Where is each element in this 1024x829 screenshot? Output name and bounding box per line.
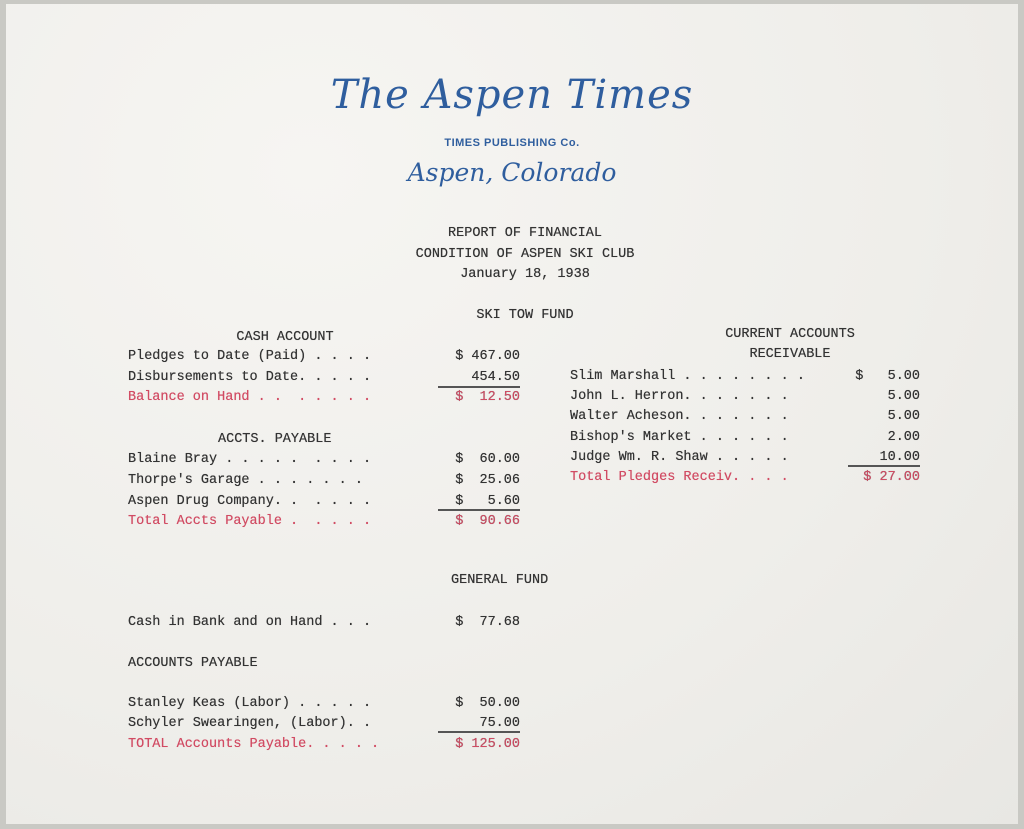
receivable-row-label: Judge Wm. R. Shaw . . . . . — [570, 450, 789, 465]
cash-account-heading: CASH ACCOUNT — [236, 330, 334, 345]
ski-tow-fund-heading: SKI TOW FUND — [476, 308, 574, 323]
accts-payable-heading: ACCTS. PAYABLE — [218, 432, 332, 447]
cash-subtotal-rule — [438, 386, 520, 388]
report-title-line2: CONDITION OF ASPEN SKI CLUB — [415, 247, 635, 262]
cash-row-label: Disbursements to Date. . . . . — [128, 370, 372, 385]
total-pledges-amount: $ 27.00 — [863, 470, 920, 485]
receivable-row-amount: 5.00 — [887, 389, 920, 404]
total-accts-payable-amount: $ 90.66 — [455, 514, 520, 529]
receivable-row-amount: 2.00 — [887, 430, 920, 445]
receivable-row-label: Walter Acheson. . . . . . . — [570, 409, 789, 424]
payable-row-amount: $ 25.06 — [455, 473, 520, 488]
letterhead-location: Aspen, Colorado — [407, 158, 617, 187]
receivable-row-amount: 5.00 — [887, 409, 920, 424]
cash-in-bank-label: Cash in Bank and on Hand . . . — [128, 615, 372, 630]
receivable-row-label: Slim Marshall . . . . . . . . — [570, 369, 805, 384]
balance-on-hand-amount: $ 12.50 — [455, 390, 520, 405]
general-payable-row-amount: 75.00 — [479, 716, 520, 731]
report-title-line1: REPORT OF FINANCIAL — [448, 226, 602, 241]
accounts-payable-heading: ACCOUNTS PAYABLE — [128, 656, 258, 671]
letterhead-publisher: TIMES PUBLISHING Co. — [444, 137, 580, 149]
general-payable-row-label: Schyler Swearingen, (Labor). . — [128, 716, 372, 731]
total-accts-payable-label: Total Accts Payable . . . . . — [128, 514, 372, 529]
receivable-row-label: Bishop's Market . . . . . . — [570, 430, 789, 445]
payable-row-label: Aspen Drug Company. . . . . . — [128, 494, 372, 509]
report-date: January 18, 1938 — [460, 267, 590, 282]
balance-on-hand-label: Balance on Hand . . . . . . . — [128, 390, 372, 405]
receivable-row-label: John L. Herron. . . . . . . — [570, 389, 789, 404]
cash-in-bank-amount: $ 77.68 — [455, 615, 520, 630]
total-pledges-label: Total Pledges Receiv. . . . — [570, 470, 789, 485]
cash-row-amount: 454.50 — [471, 370, 520, 385]
letterhead-title: The Aspen Times — [330, 72, 694, 118]
total-accounts-payable-label: TOTAL Accounts Payable. . . . . — [128, 737, 380, 752]
receivable-row-amount: 10.00 — [879, 450, 920, 465]
general-payable-row-label: Stanley Keas (Labor) . . . . . — [128, 696, 372, 711]
receivable-row-amount: $ 5.00 — [855, 369, 920, 384]
payable-subtotal-rule — [438, 509, 520, 511]
payable-row-amount: $ 5.60 — [455, 494, 520, 509]
total-accounts-payable-amount: $ 125.00 — [455, 737, 520, 752]
general-payable-row-amount: $ 50.00 — [455, 696, 520, 711]
payable-row-label: Blaine Bray . . . . . . . . . — [128, 452, 372, 467]
cash-row-label: Pledges to Date (Paid) . . . . — [128, 349, 372, 364]
general-fund-heading: GENERAL FUND — [451, 573, 549, 588]
current-accounts-heading: CURRENT ACCOUNTS — [725, 327, 855, 342]
payable-row-label: Thorpe's Garage . . . . . . . — [128, 473, 363, 488]
receivable-subtotal-rule — [848, 465, 920, 467]
cash-row-amount: $ 467.00 — [455, 349, 520, 364]
receivable-heading: RECEIVABLE — [749, 347, 831, 362]
payable-row-amount: $ 60.00 — [455, 452, 520, 467]
general-subtotal-rule — [438, 731, 520, 733]
